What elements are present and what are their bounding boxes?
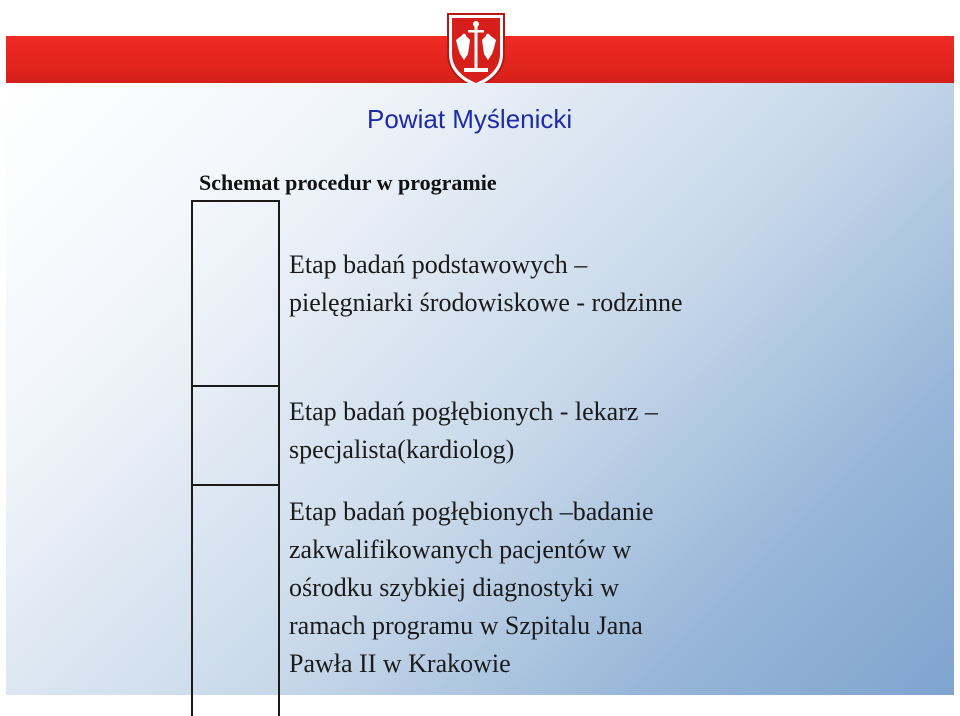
flow-line-left: [191, 200, 193, 716]
stage-diagnostics-line-2: zakwalifikowanych pacjentów w: [289, 535, 632, 564]
stage-basic: [289, 246, 683, 322]
coat-of-arms-icon: [444, 10, 508, 90]
stage-specialist: [289, 393, 658, 469]
stage-basic-line-2: pielęgniarki środowiskowe - rodzinne: [289, 288, 683, 317]
stage-basic-line-1: Etap badań podstawowych –: [289, 250, 588, 279]
section-subtitle: Schemat procedur w programie: [199, 170, 497, 195]
stage-diagnostics-line-4: ramach programu w Szpitalu Jana: [289, 611, 643, 640]
flow-divider-2: [191, 484, 280, 486]
page-title: Powiat Myślenicki: [367, 104, 573, 134]
stage-specialist-line-2: specjalista(kardiolog): [289, 435, 515, 464]
stage-diagnostics: [289, 493, 654, 683]
stage-diagnostics-line-3: ośrodku szybkiej diagnostyki w: [289, 573, 620, 602]
stage-diagnostics-line-5: Pawła II w Krakowie: [289, 649, 511, 678]
stage-diagnostics-line-1: Etap badań pogłębionych –badanie: [289, 497, 654, 526]
stage-specialist-line-1: Etap badań pogłębionych - lekarz –: [289, 397, 658, 426]
flow-line-top: [191, 200, 280, 202]
flow-divider-1: [191, 385, 280, 387]
flow-line-right: [278, 200, 280, 716]
